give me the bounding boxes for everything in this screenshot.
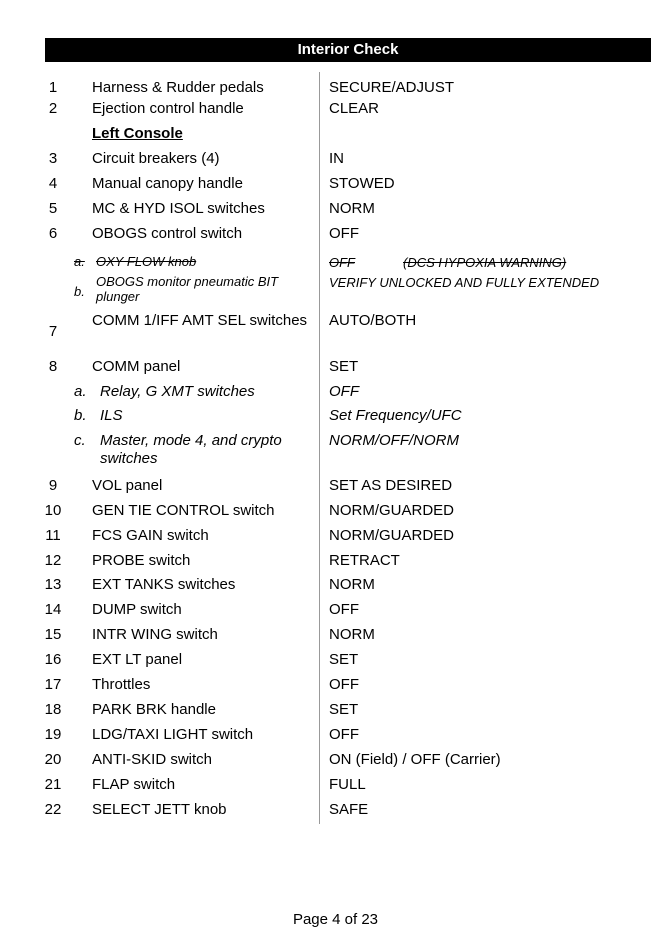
step-action: NORM/GUARDED: [329, 527, 455, 544]
step-item: PARK BRK handle: [92, 701, 216, 718]
step-item: PROBE switch: [92, 552, 191, 569]
step-action: STOWED: [329, 175, 395, 192]
step-item: GEN TIE CONTROL switch: [92, 502, 275, 519]
page-number: Page 4 of 23: [292, 911, 379, 928]
step-number: 1: [48, 79, 58, 96]
step-item: Manual canopy handle: [92, 175, 243, 192]
step-item: Ejection control handle: [92, 100, 244, 117]
step-number: 4: [48, 175, 58, 192]
step-action: OFF: [329, 726, 359, 743]
left-console-heading: Left Console: [92, 125, 183, 142]
step-item: OBOGS control switch: [92, 225, 243, 242]
step-item: DUMP switch: [92, 601, 182, 618]
step-action: FULL: [329, 776, 366, 793]
sub-step-item: Relay, G XMT switches: [100, 383, 255, 400]
step-number: 8: [48, 358, 58, 375]
step-item: COMM 1/IFF AMT SEL switches: [92, 312, 308, 329]
sub-step-item: Master, mode 4, and crypto switches: [100, 432, 282, 467]
step-action: SET: [329, 651, 359, 668]
step-number: 20: [44, 751, 62, 768]
sub-step-item: ILS: [100, 407, 123, 424]
sub-step-letter: b.: [74, 407, 87, 424]
sub-step-item: OBOGS monitor pneumatic BIT plunger: [96, 274, 279, 304]
sub-step-letter: b.: [74, 284, 85, 299]
step-item: FLAP switch: [92, 776, 176, 793]
step-item: EXT LT panel: [92, 651, 183, 668]
step-action: NORM: [329, 576, 375, 593]
step-number: 2: [48, 100, 58, 117]
step-action: SET: [329, 358, 359, 375]
step-item: FCS GAIN switch: [92, 527, 209, 544]
step-action: RETRACT: [329, 552, 400, 569]
sub-step-action: NORM/OFF/NORM: [329, 432, 459, 449]
step-number: 18: [44, 701, 62, 718]
section-title: Interior Check: [45, 38, 651, 62]
step-number: 16: [44, 651, 62, 668]
step-number: 11: [45, 527, 61, 544]
step-number: 17: [44, 676, 62, 693]
step-action: NORM: [329, 200, 375, 217]
sub-step-letter: a.: [74, 254, 85, 269]
sub-step-action-note: (DCS HYPOXIA WARNING): [403, 255, 567, 270]
step-action: SECURE/ADJUST: [329, 79, 455, 96]
step-item: Circuit breakers (4): [92, 150, 220, 167]
step-action: OFF: [329, 676, 359, 693]
step-action: IN: [329, 150, 344, 167]
step-action: CLEAR: [329, 100, 380, 117]
step-action: AUTO/BOTH: [329, 312, 417, 329]
step-number: 10: [44, 502, 62, 519]
step-action: SAFE: [329, 801, 369, 818]
step-item: Harness & Rudder pedals: [92, 79, 264, 96]
step-number: 19: [44, 726, 62, 743]
step-number: 22: [44, 801, 62, 818]
step-number: 21: [44, 776, 62, 793]
step-item: MC & HYD ISOL switches: [92, 200, 265, 217]
step-action: NORM: [329, 626, 375, 643]
step-item: LDG/TAXI LIGHT switch: [92, 726, 254, 743]
step-number: 13: [44, 576, 62, 593]
step-item: EXT TANKS switches: [92, 576, 236, 593]
sub-step-action: VERIFY UNLOCKED AND FULLY EXTENDED: [329, 275, 600, 290]
step-item: COMM panel: [92, 358, 181, 375]
step-number: 9: [48, 477, 58, 494]
step-number: 3: [48, 150, 58, 167]
step-action: SET AS DESIRED: [329, 477, 453, 494]
step-item: ANTI-SKID switch: [92, 751, 213, 768]
step-number: 14: [44, 601, 62, 618]
sub-step-action: OFF: [329, 383, 359, 400]
step-number: 6: [48, 225, 58, 242]
sub-step-item: OXY FLOW knob: [96, 254, 197, 269]
step-item: Throttles: [92, 676, 151, 693]
step-action: SET: [329, 701, 359, 718]
sub-step-letter: c.: [74, 432, 86, 449]
sub-step-letter: a.: [74, 383, 87, 400]
step-number: 7: [48, 323, 58, 340]
step-number: 12: [44, 552, 62, 569]
sub-step-action: [329, 254, 649, 272]
step-action: NORM/GUARDED: [329, 502, 455, 519]
step-item: VOL panel: [92, 477, 163, 494]
step-action: ON (Field) / OFF (Carrier): [329, 751, 501, 768]
step-action: OFF: [329, 225, 359, 242]
step-item: SELECT JETT knob: [92, 801, 227, 818]
step-item: INTR WING switch: [92, 626, 218, 643]
sub-step-action-value: OFF: [329, 255, 355, 270]
step-number: 5: [48, 200, 58, 217]
sub-step-action: Set Frequency/UFC: [329, 407, 462, 424]
step-action: OFF: [329, 601, 359, 618]
step-number: 15: [44, 626, 62, 643]
